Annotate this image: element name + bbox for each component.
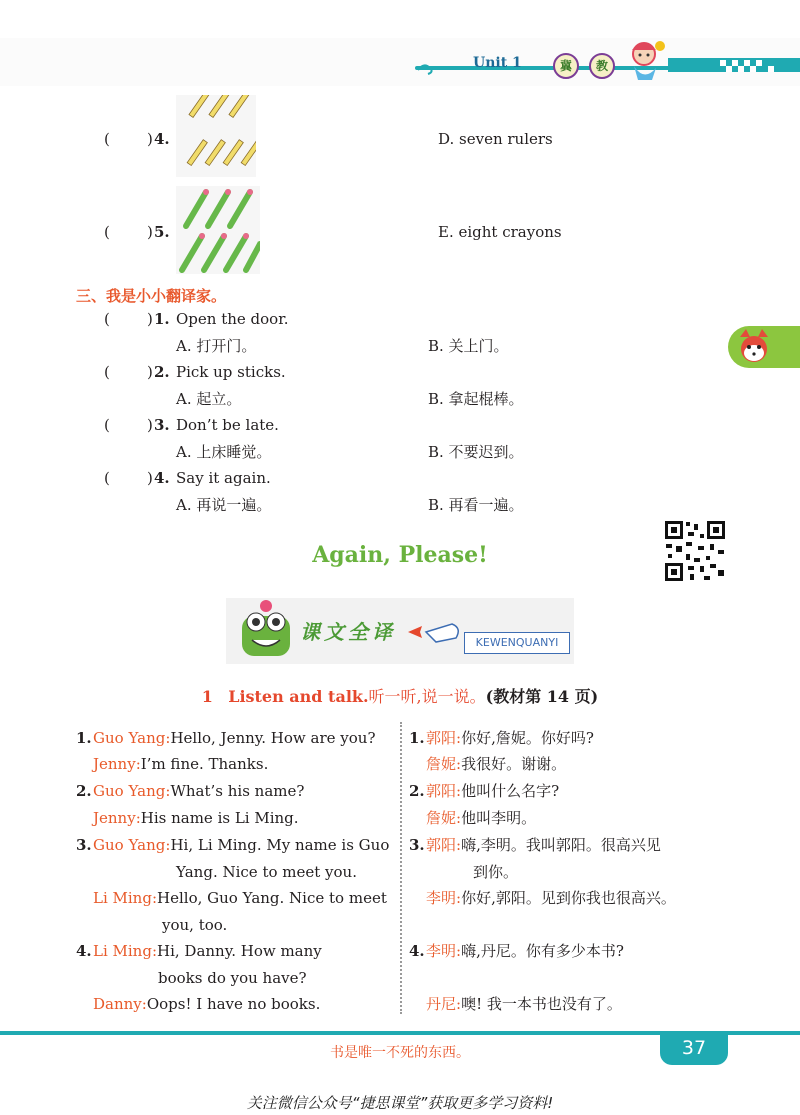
line-text-continued: you, too. [162, 916, 228, 934]
option-d: D. seven rulers [438, 130, 553, 148]
speaker-colon: : [151, 889, 158, 907]
dialogue-number: 3. [76, 836, 92, 854]
speaker-name: 詹妮 [426, 755, 457, 773]
question-text: Open the door. [176, 310, 289, 328]
answer-paren-open: ( [104, 310, 110, 328]
answer-paren-open: ( [104, 469, 110, 487]
pointing-hand-icon [406, 618, 466, 648]
fairy-mascot-icon [622, 38, 668, 84]
item-number: 4. [154, 130, 170, 148]
item-number: 2. [154, 363, 170, 381]
dialogue-line [93, 941, 322, 961]
option-e: E. eight crayons [438, 223, 562, 241]
speaker-name: Jenny [93, 755, 136, 773]
answer-paren-close: ) [147, 310, 153, 328]
speaker-colon: : [141, 995, 147, 1013]
dialogue-line [426, 808, 536, 828]
unit-label: Unit 1 [473, 55, 522, 71]
option-a: A. 起立。 [176, 390, 242, 408]
option-b: B. 不要迟到。 [428, 443, 524, 461]
dialogue-line [426, 728, 594, 748]
option-a: A. 再说一遍。 [176, 496, 272, 514]
rulers-image [176, 95, 256, 177]
question-text: Say it again. [176, 469, 271, 487]
dialogue-number: 1. [76, 729, 92, 747]
question-text: Don’t be late. [176, 416, 279, 434]
line-text: Oops! I have no books. [146, 995, 321, 1013]
dialogue-line [93, 888, 387, 908]
activity-number: 1 [201, 687, 213, 706]
line-text-continued: books do you have? [158, 969, 307, 987]
speaker-colon: : [165, 836, 171, 854]
question-text: Pick up sticks. [176, 363, 286, 381]
option-a: A. 上床睡觉。 [176, 443, 272, 461]
answer-paren-open: ( [104, 416, 110, 434]
dialogue-line [426, 754, 566, 774]
speaker-colon: : [165, 729, 171, 747]
speaker-name: 郭阳 [426, 729, 457, 747]
speaker-name: Jenny [93, 809, 136, 827]
lesson-title: Again, Please! [312, 542, 488, 568]
item-number: 3. [154, 416, 170, 434]
dialogue-number: 3. [409, 836, 425, 854]
activity-title-en: Listen and talk. [228, 687, 369, 706]
dialogue-number: 1. [409, 729, 425, 747]
region-badge: 冀 [553, 53, 579, 79]
speaker-name: 郭阳 [426, 782, 457, 800]
item-number: 4. [154, 469, 170, 487]
speaker-colon: : [456, 809, 462, 827]
dialogue-line [93, 728, 376, 748]
speaker-colon: : [456, 755, 462, 773]
dialogue-line [93, 754, 268, 774]
speaker-name: 詹妮 [426, 809, 457, 827]
banner-cn-text: 课文全译 [300, 620, 396, 644]
textbook-reference: (教材第 14 页) [485, 687, 599, 706]
line-text: Hello, Guo Yang. Nice to meet [157, 889, 387, 907]
section-banner [226, 598, 574, 664]
dialogue-line [93, 808, 299, 828]
fox-mascot-icon [734, 327, 774, 367]
line-text: 他叫什么名字? [461, 782, 560, 800]
line-text: 你好,郭阳。见到你我也很高兴。 [461, 889, 676, 907]
dialogue-line [426, 835, 661, 855]
swirl-icon [416, 60, 436, 76]
speaker-name: Li Ming [93, 889, 152, 907]
line-text: Hi, Danny. How many [157, 942, 322, 960]
line-text: 你好,詹妮。你好吗? [461, 729, 594, 747]
line-text-continued: 到你。 [473, 863, 519, 881]
dialogue-line [93, 781, 304, 801]
activity-title-cn: 听一听,说一说。 [368, 687, 486, 706]
line-text: Hello, Jenny. How are you? [170, 729, 376, 747]
speaker-name: 郭阳 [426, 836, 457, 854]
dialogue-line [426, 781, 559, 801]
activity-heading [0, 686, 800, 708]
speaker-colon: : [456, 889, 462, 907]
footer-quote: 书是唯一不死的东西。 [330, 1045, 470, 1061]
publisher-badge: 教 [589, 53, 615, 79]
line-text: 他叫李明。 [461, 809, 537, 827]
dialogue-number: 4. [409, 942, 425, 960]
answer-paren-open: ( [104, 130, 110, 148]
answer-paren-close: ) [147, 130, 153, 148]
page-number: 37 [660, 1031, 728, 1065]
dialogue-line [93, 835, 389, 855]
speaker-name: 李明 [426, 889, 457, 907]
speaker-name: Danny [93, 995, 142, 1013]
speaker-colon: : [456, 995, 462, 1013]
option-b: B. 拿起棍棒。 [428, 390, 524, 408]
dialogue-number: 2. [76, 782, 92, 800]
line-text: 嗨,李明。我叫郭阳。很高兴见 [461, 836, 661, 854]
item-number: 5. [154, 223, 170, 241]
answer-paren-close: ) [147, 223, 153, 241]
speaker-colon: : [135, 809, 141, 827]
dialogue-line [426, 941, 624, 961]
dialogue-line [426, 994, 622, 1014]
answer-paren-close: ) [147, 363, 153, 381]
monster-mascot-icon [232, 598, 302, 664]
crayons-image [176, 186, 260, 274]
speaker-colon: : [456, 729, 462, 747]
speaker-name: Guo Yang [93, 782, 166, 800]
speaker-name: 李明 [426, 942, 457, 960]
line-text: I’m fine. Thanks. [140, 755, 269, 773]
side-tab [728, 326, 800, 368]
line-text: What’s his name? [170, 782, 305, 800]
dialogue-line [426, 888, 676, 908]
speaker-name: Guo Yang [93, 836, 166, 854]
line-text: 嗨,丹尼。你有多少本书? [461, 942, 624, 960]
checker-pattern-icon [720, 60, 800, 80]
watermark-text: 关注微信公众号“捷思课堂”获取更多学习资料! [246, 1094, 554, 1112]
line-text: 噢! 我一本书也没有了。 [461, 995, 622, 1013]
speaker-colon: : [456, 782, 462, 800]
column-divider [400, 722, 402, 1014]
dialogue-line [93, 994, 320, 1014]
dialogue-number: 4. [76, 942, 92, 960]
section-heading: 三、我是小小翻译家。 [76, 287, 227, 305]
answer-paren-close: ) [147, 416, 153, 434]
line-text: Hi, Li Ming. My name is Guo [170, 836, 390, 854]
answer-paren-close: ) [147, 469, 153, 487]
option-b: B. 再看一遍。 [428, 496, 524, 514]
speaker-colon: : [456, 836, 462, 854]
speaker-colon: : [151, 942, 158, 960]
speaker-colon: : [456, 942, 462, 960]
answer-paren-open: ( [104, 223, 110, 241]
line-text-continued: Yang. Nice to meet you. [176, 863, 357, 881]
speaker-name: Guo Yang [93, 729, 166, 747]
speaker-name: 丹尼 [426, 995, 457, 1013]
banner-en-text: KEWENQUANYI [464, 632, 570, 654]
dialogue-number: 2. [409, 782, 425, 800]
item-number: 1. [154, 310, 170, 328]
speaker-colon: : [135, 755, 141, 773]
answer-paren-open: ( [104, 363, 110, 381]
line-text: 我很好。谢谢。 [461, 755, 567, 773]
speaker-colon: : [165, 782, 171, 800]
speaker-name: Li Ming [93, 942, 152, 960]
option-b: B. 关上门。 [428, 337, 509, 355]
option-a: A. 打开门。 [176, 337, 257, 355]
line-text: His name is Li Ming. [140, 809, 299, 827]
